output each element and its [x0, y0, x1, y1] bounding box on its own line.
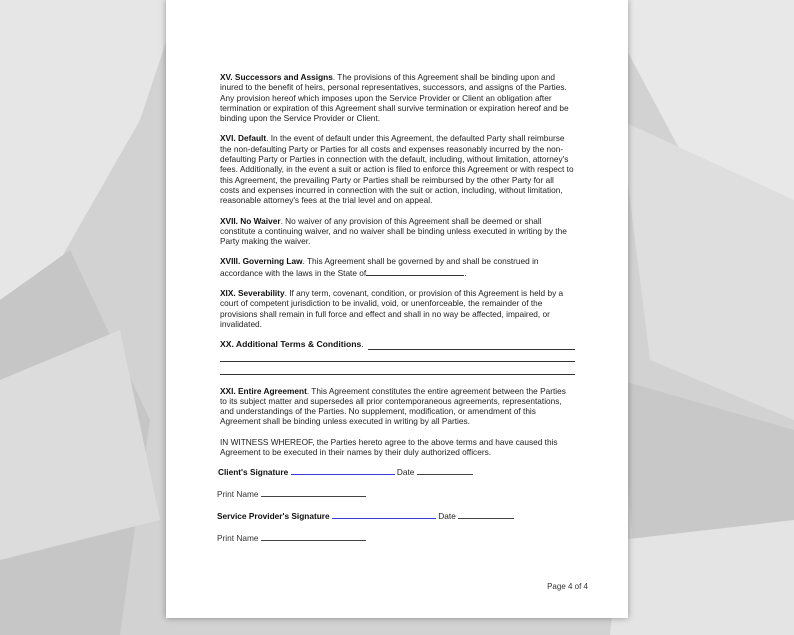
client-print-name-line[interactable]: [261, 488, 366, 497]
section-heading: XVII. No Waiver: [220, 215, 281, 226]
client-signature-row: [218, 466, 575, 477]
state-blank-line[interactable]: [366, 267, 467, 278]
section-governing-law: [220, 256, 575, 278]
document-content: [217, 72, 575, 554]
provider-signature-label: Service Provider's Signature: [217, 511, 330, 522]
section-end-dot: .: [464, 267, 467, 278]
section-heading: XVIII. Governing Law: [220, 256, 303, 267]
provider-print-name-line[interactable]: [261, 532, 366, 541]
client-print-name-row: [217, 488, 575, 499]
section-entire-agreement: [220, 386, 575, 427]
additional-terms-line[interactable]: [220, 363, 575, 375]
section-heading: XVI. Default: [220, 133, 267, 144]
additional-terms-row: [220, 339, 575, 349]
print-name-label: Print Name: [217, 533, 259, 544]
provider-print-name-row: [217, 532, 575, 543]
section-additional-terms: [220, 339, 575, 374]
witness-statement: IN WITNESS WHEREOF, the Parties hereto agree to the above terms and have caused this Agreement to be executed in their names by their duly authorized officers.: [220, 436, 558, 458]
section-no-waiver: [220, 216, 575, 247]
provider-date-line[interactable]: [458, 510, 514, 519]
provider-signature-row: [217, 510, 575, 521]
section-heading: XXI. Entire Agreement: [220, 385, 307, 396]
additional-terms-line[interactable]: [368, 340, 575, 350]
section-heading: XX. Additional Terms & Conditions: [220, 339, 362, 350]
section-body: . If any term, covenant, condition, or provision of this Agreement is held by a court of competent jurisdiction to be invalid, void, or unenforceable, the remainder of the provisions shall remain in full force and effect and shall in no way be affected, impaired, or invalidated.: [220, 288, 564, 329]
print-name-label: Print Name: [217, 489, 259, 500]
date-label: Date: [438, 511, 456, 522]
section-heading: XIX. Severability: [220, 288, 285, 299]
section-body: . The provisions of this Agreement shall be binding upon and inured to the benefit of heirs, personal representatives, successors, and assigns of the Parties. Any provision hereof which imposes upon the Service Provider or Client an obligation after termination or expiration of this Agreement shall survive termination or expiration hereof and be binding upon the Service Provider or Client.: [220, 72, 569, 124]
client-signature-label: Client's Signature: [218, 467, 289, 478]
section-severability: [220, 288, 575, 329]
document-page: [166, 0, 628, 618]
section-heading: XV. Successors and Assigns: [220, 72, 333, 82]
section-body: . No waiver of any provision of this Agreement shall be deemed or shall constitute a continuing waiver, and no waiver shall be binding unless executed in writing by the Party making the waiver.: [220, 215, 567, 247]
section-body: . This Agreement constitutes the entire agreement between the Parties to its subject matter and supersedes all prior contemporaneous agreements, representations, and understandings of the Parties. No supplement, modification, or amendment of this Agreement shall be binding unless executed in writing by all Parties.: [220, 385, 566, 427]
client-date-line[interactable]: [417, 466, 473, 475]
provider-signature-line[interactable]: [332, 510, 436, 519]
section-body: . This Agreement shall be governed by and shall be construed in accordance with the laws in the State of: [220, 256, 539, 278]
section-successors: [220, 72, 575, 123]
date-label: Date: [396, 467, 415, 478]
section-body: . In the event of default under this Agreement, the defaulted Party shall reimburse the non-defaulting Party or Parties for all costs and expenses reasonably incurred by the non-defaulting Party or Parties in connection with the default, including, without limitation, attorney's fees. Additionally, in the event a suit or action is filed to enforce this Agreement or with respect to this Agreement, the prevailing Party or Parties shall be reimbursed by the other Party for all costs and expenses incurred in connection with the suit or action, including, without limitation, reasonable attorney's fees at the trial level and on appeal.: [220, 133, 574, 206]
additional-terms-line[interactable]: [220, 351, 575, 363]
section-default: [220, 133, 575, 205]
section-heading-dot: .: [361, 339, 364, 350]
page-number: Page 4 of 4: [547, 582, 588, 591]
client-signature-line[interactable]: [291, 466, 395, 475]
